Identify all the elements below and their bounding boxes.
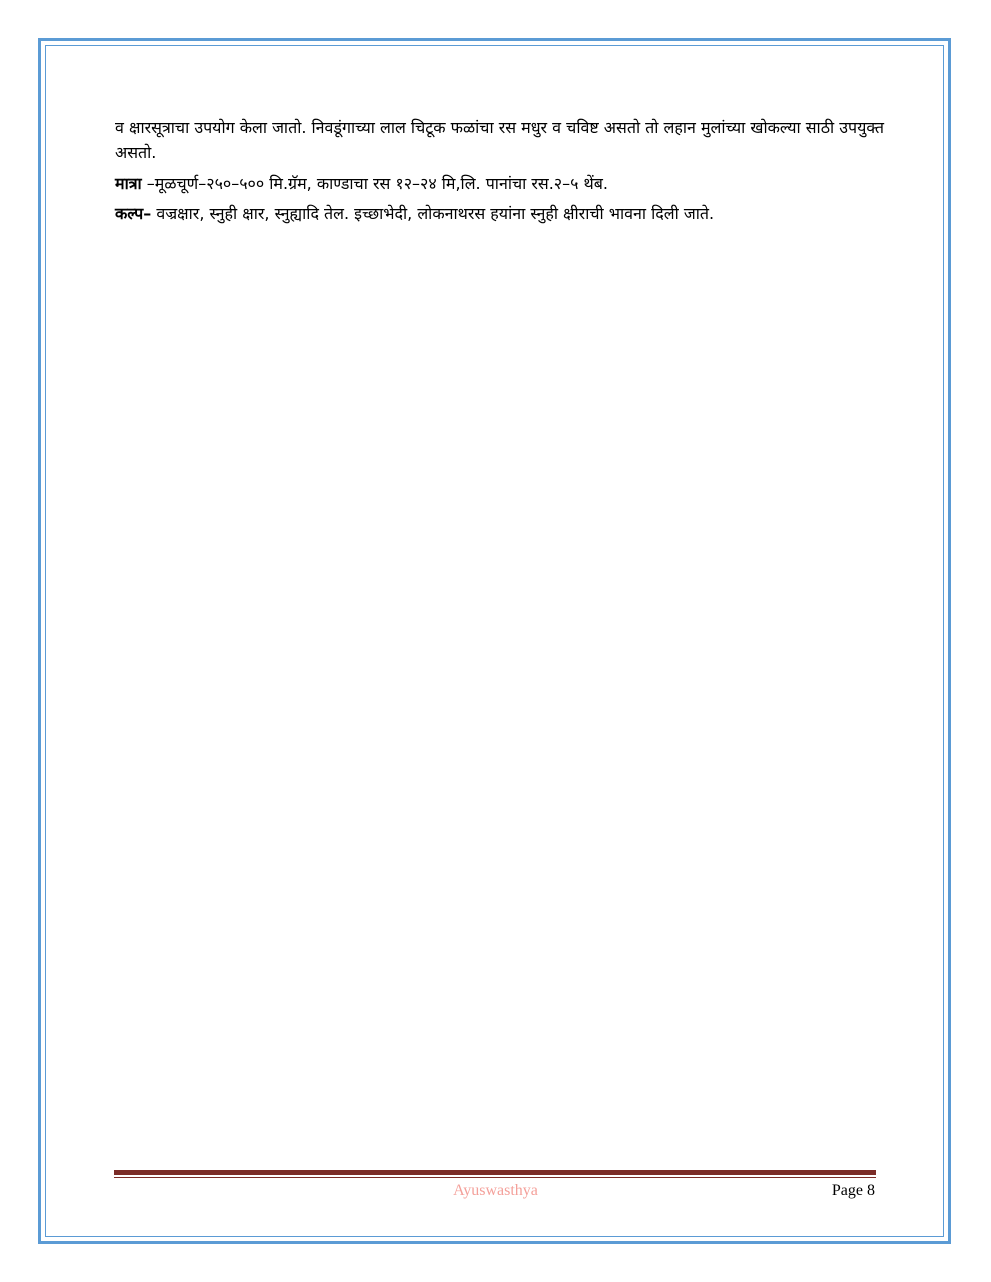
body-paragraph: व क्षारसूत्राचा उपयोग केला जातो. निवडूंगाच्या लाल चिटूक फळांचा रस मधुर व चविष्ट असतो तो लहान मुलांच्या खोकल्या साठी उपयुक्त असतो. (115, 118, 885, 162)
dosage-term: मात्रा (115, 173, 142, 193)
footer-rule-thick (114, 1170, 876, 1175)
page-number: Page 8 (831, 1182, 875, 1199)
formulation-paragraph (115, 202, 885, 227)
document-body (115, 116, 885, 233)
dosage-paragraph (115, 172, 885, 197)
formulation-term: कल्प– (115, 204, 152, 224)
footer-title: Ayuswasthya (453, 1182, 538, 1199)
dosage-text: –मूळचूर्ण–२५०–५०० मि.ग्रॅम, काण्डाचा रस १२–२४ मि,लि. पानांचा रस.२–५ थेंब. (141, 173, 608, 193)
footer-rule-thin (114, 1177, 876, 1178)
formulation-text: वज्रक्षार, स्नुही क्षार, स्नुह्यादि तेल. इच्छाभेदी, लोकनाथरस हयांना स्नुही क्षीराची भावना दिली जाते. (151, 204, 715, 224)
